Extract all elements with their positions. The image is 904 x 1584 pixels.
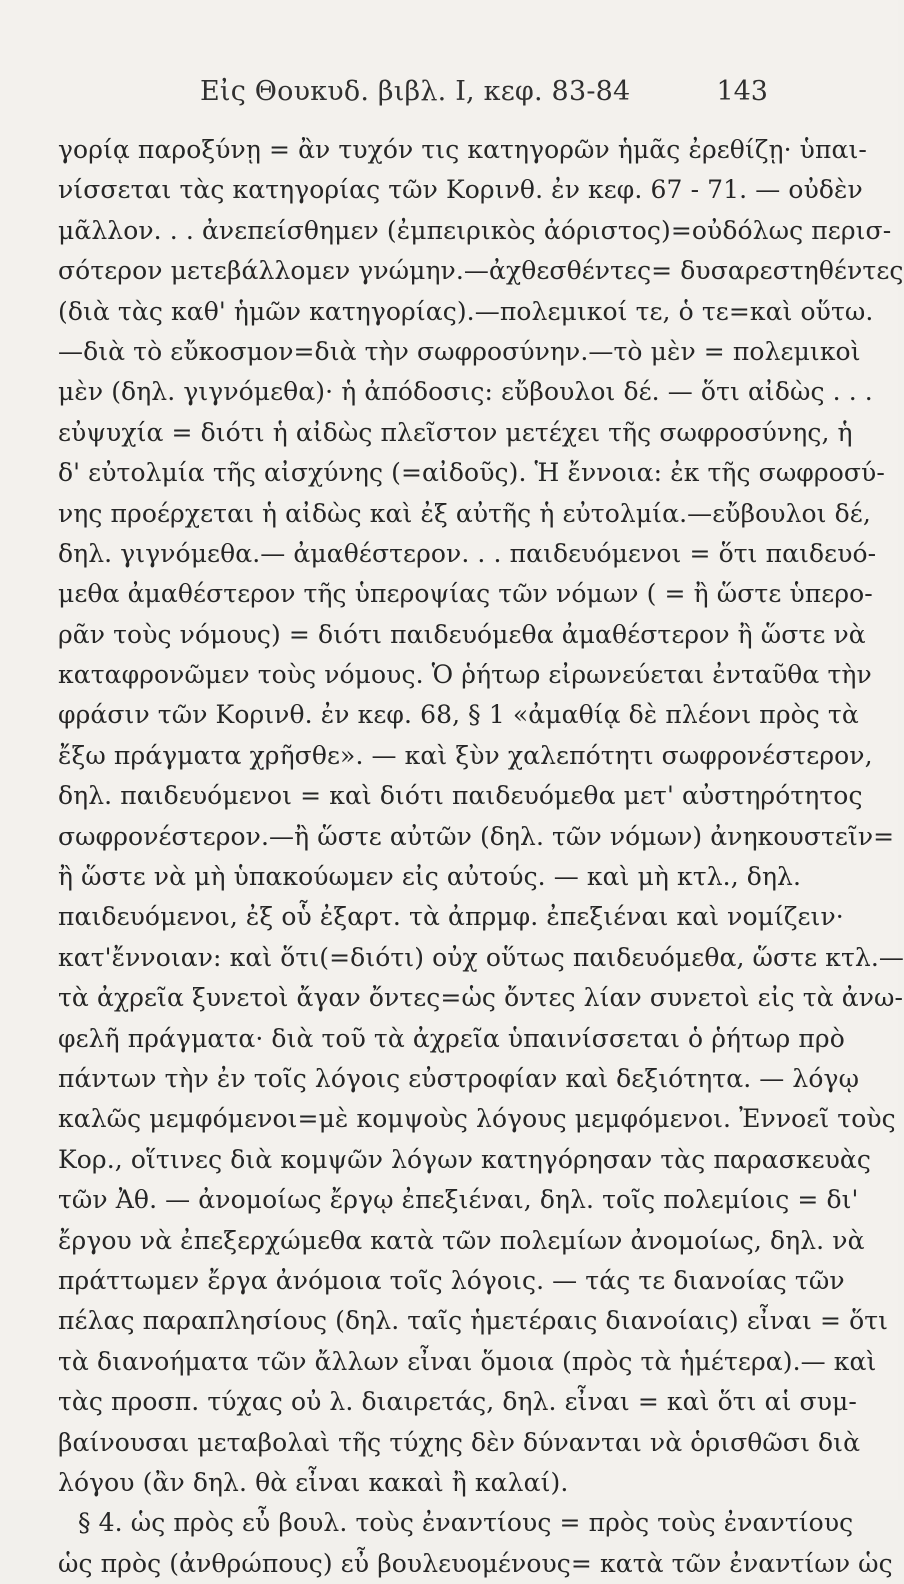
text-line: φελῆ πράγματα· διὰ τοῦ τὰ ἀχρεῖα ὑπαινίσσεται ὁ ῥήτωρ πρὸ — [58, 1023, 845, 1053]
text-line: φράσιν τῶν Κορινθ. ἐν κεφ. 68, § 1 «ἀμαθίᾳ δὲ πλέονι πρὸς τὰ — [58, 700, 859, 730]
text-line: ἔξω πράγματα χρῆσθε». — καὶ ξὺν χαλεπότητι σωφρονέστερον, — [58, 740, 873, 770]
text-line: —διὰ τὸ εὔκοσμον=διὰ τὴν σωφροσύνην.—τὸ μὲν = πολεμικοὶ — [58, 336, 861, 366]
text-line: δηλ. γιγνόμεθα.— ἀμαθέστερον. . . παιδευόμενοι = ὅτι παιδευό- — [58, 538, 877, 568]
text-line: πέλας παραπλησίους (δηλ. ταῖς ἡμετέραις διανοίαις) εἶναι = ὅτι — [58, 1306, 889, 1336]
text-line: τῶν Ἀθ. — ἀνομοίως ἔργῳ ἐπεξιέναι, δηλ. τοῖς πολεμίοις = δι' — [58, 1185, 859, 1215]
text-line: σωφρονέστερον.—ἢ ὥστε αὐτῶν (δηλ. τῶν νόμων) ἀνηκουστεῖν= — [58, 821, 895, 851]
text-line: βαίνουσαι μεταβολαὶ τῆς τύχης δὲν δύνανται νὰ ὁρισθῶσι διὰ — [58, 1427, 861, 1457]
text-line: Κορ., οἵτινες διὰ κομψῶν λόγων κατηγόρησαν τὰς παρασκευὰς — [58, 1144, 872, 1174]
text-line: τὰ διανοήματα τῶν ἄλλων εἶναι ὅμοια (πρὸς τὰ ἡμέτερα).— καὶ — [58, 1346, 877, 1376]
text-line: εὐψυχία = διότι ἡ αἰδὼς πλεῖστον μετέχει τῆς σωφροσύνης, ἡ — [58, 417, 853, 447]
text-line: ἔργου νὰ ἐπεξερχώμεθα κατὰ τῶν πολεμίων ἀνομοίως, δηλ. νὰ — [58, 1225, 865, 1255]
text-line: πράττωμεν ἔργα ἀνόμοια τοῖς λόγοις. — τάς τε διανοίας τῶν — [58, 1265, 845, 1295]
text-line: καλῶς μεμφόμενοι=μὲ κομψοὺς λόγους μεμφόμενοι. Ἐννοεῖ τοὺς — [58, 1104, 896, 1134]
text-line: σότερον μετεβάλλομεν γνώμην.—ἀχθεσθέντες= δυσαρεστηθέντες — [58, 256, 904, 286]
section-line: § 4. ὡς πρὸς εὖ βουλ. τοὺς ἐναντίους = πρὸς τοὺς ἐναντίους — [78, 1508, 854, 1538]
text-line: μεθα ἀμαθέστερον τῆς ὑπεροψίας τῶν νόμων ( = ἢ ὥστε ὑπερο- — [58, 579, 873, 609]
text-line: (διὰ τὰς καθ' ἡμῶν κατηγορίας).—πολεμικοί τε, ὁ τε=καὶ οὕτω. — [58, 296, 874, 326]
page-header — [200, 76, 768, 116]
running-head: Εἰς Θουκυδ. βιβλ. I, κεφ. 83-84 — [200, 76, 631, 107]
text-line: νίσσεται τὰς κατηγορίας τῶν Κορινθ. ἐν κεφ. 67 - 71. — οὐδὲν — [58, 175, 863, 205]
text-line: δ' εὐτολμία τῆς αἰσχύνης (=αἰδοῦς). Ἡ ἔννοια: ἐκ τῆς σωφροσύ- — [58, 458, 885, 488]
page-number: 143 — [716, 76, 768, 107]
text-line: κατ'ἔννοιαν: καὶ ὅτι(=διότι) οὐχ οὕτως παιδευόμεθα, ὥστε κτλ.— — [58, 942, 904, 972]
text-line: παιδευόμενοι, ἐξ οὗ ἐξαρτ. τὰ ἀπρμφ. ἐπεξιέναι καὶ νομίζειν· — [58, 902, 844, 932]
text-line: δηλ. παιδευόμενοι = καὶ διότι παιδευόμεθα μετ' αὐστηρότητος — [58, 781, 863, 811]
commentary-text — [58, 130, 904, 1584]
text-line: μὲν (δηλ. γιγνόμεθα)· ἡ ἀπόδοσις: εὔβουλοι δέ. — ὅτι αἰδὼς . . . — [58, 377, 873, 407]
text-line: γορίᾳ παροξύνῃ = ἂν τυχόν τις κατηγορῶν ἡμᾶς ἐρεθίζῃ· ὑπαι- — [58, 135, 867, 164]
text-line: πάντων τὴν ἐν τοῖς λόγοις εὐστροφίαν καὶ δεξιότητα. — λόγῳ — [58, 1063, 860, 1093]
text-line: νης προέρχεται ἡ αἰδὼς καὶ ἐξ αὐτῆς ἡ εὐτολμία.—εὔβουλοι δέ, — [58, 498, 871, 528]
text-line: τὰς προσπ. τύχας οὐ λ. διαιρετάς, δηλ. εἶναι = καὶ ὅτι αἱ συμ- — [58, 1387, 857, 1417]
text-line: λόγου (ἂν δηλ. θὰ εἶναι κακαὶ ἢ καλαί). — [58, 1467, 569, 1497]
text-line: καταφρονῶμεν τοὺς νόμους. Ὁ ῥήτωρ εἰρωνεύεται ἐνταῦθα τὴν — [58, 660, 872, 690]
text-line: ὡς πρὸς (ἀνθρώπους) εὖ βουλευομένους= κατὰ τῶν ἐναντίων ὡς — [58, 1548, 893, 1578]
text-line: μᾶλλον. . . ἀνεπείσθημεν (ἐμπειρικὸς ἀόριστος)=οὐδόλως περισ- — [58, 215, 892, 245]
text-line: τὰ ἀχρεῖα ξυνετοὶ ἄγαν ὄντες=ὡς ὄντες λίαν συνετοὶ εἰς τὰ ἀνω- — [58, 983, 904, 1013]
text-line: ρᾶν τοὺς νόμους) = διότι παιδευόμεθα ἀμαθέστερον ἢ ὥστε νὰ — [58, 619, 866, 649]
text-line: ἢ ὥστε νὰ μὴ ὑπακούωμεν εἰς αὐτούς. — καὶ μὴ κτλ., δηλ. — [58, 862, 802, 892]
